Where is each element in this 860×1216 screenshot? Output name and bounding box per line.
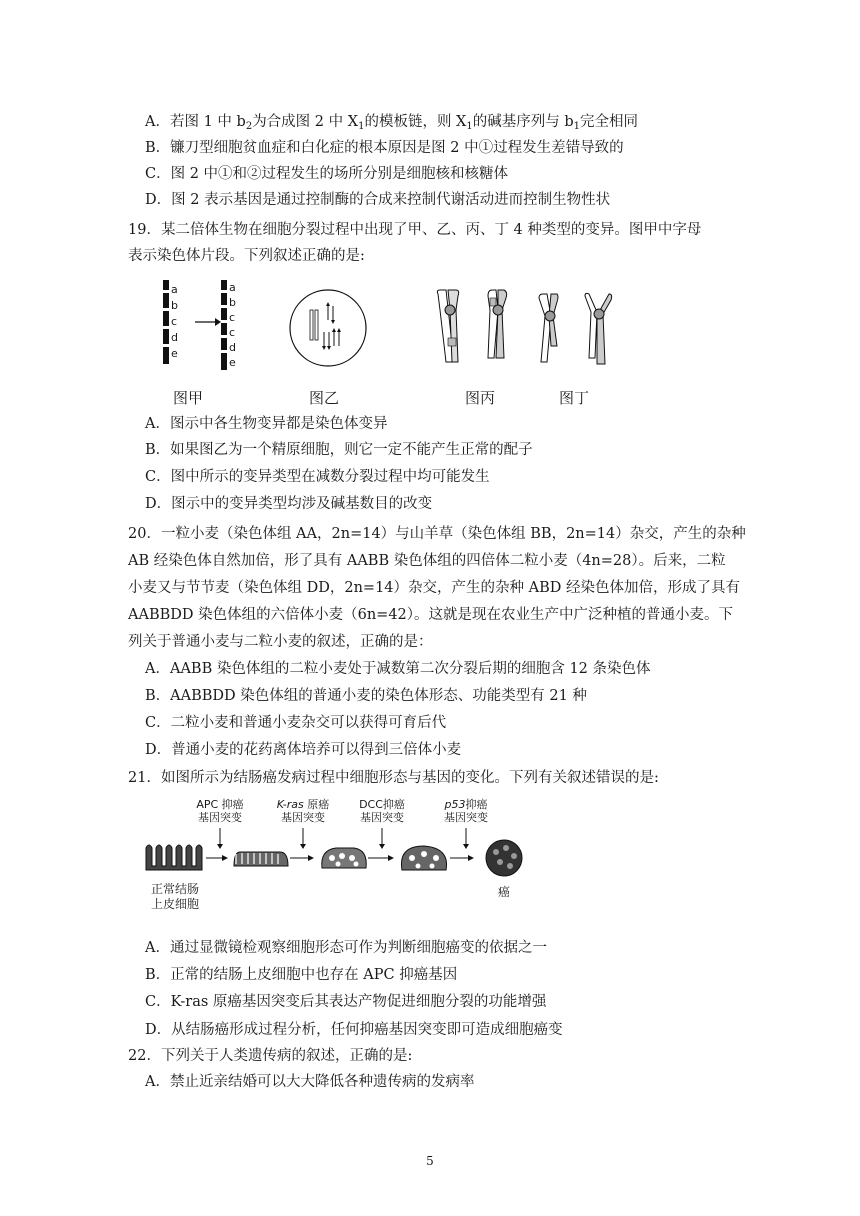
fig-jia-left-labels: a b c d e [171, 283, 178, 360]
q20-stem-line4: AABBDD 染色体组的六倍体小麦（6n=42）。这就是现在农业生产中广泛种植的普通小麦。下 [128, 607, 734, 623]
fig-jia-right-labels: a b c c d e [229, 281, 236, 369]
q18-option-d: D．图 2 表示基因是通过控制酶的合成来控制代谢活动进而控制生物性状 [145, 192, 611, 208]
q19-stem-line2: 表示染色体片段。下列叙述正确的是: [128, 248, 365, 264]
q20-stem-line3: 小麦又与节节麦（染色体组 DD，2n=14）杂交，产生的杂种 ABD 经染色体加倍，形成了具有 [128, 580, 740, 596]
q19-option-c: C．图中所示的变异类型在减数分裂过程中均可能发生 [145, 469, 490, 485]
q22-stem: 22．下列关于人类遗传病的叙述，正确的是: [128, 1048, 413, 1064]
q20-option-b: B．AABBDD 染色体组的普通小麦的染色体形态、功能类型有 21 种 [145, 688, 587, 704]
q21-option-a: A．通过显微镜检观察细胞形态可作为判断细胞癌变的依据之一 [145, 940, 547, 956]
figure-yi [288, 288, 368, 368]
colon-cancer-diagram [140, 826, 540, 882]
label-cancer: 癌 [497, 885, 510, 899]
q18-option-a: A．若图 1 中 $b_2$为合成图 2 中 $X_1$的模板链，则 $X_1$的碱基序列与 $b_1$完全相同 [145, 114, 639, 132]
label-p53-mutation: p53抑癌 基因突变 [444, 798, 488, 824]
q19-option-d: D．图示中的变异类型均涉及碱基数目的改变 [145, 496, 433, 512]
q22-option-a: A．禁止近亲结婚可以大大降低各种遗传病的发病率 [145, 1074, 475, 1090]
q18-option-c: C．图 2 中①和②过程发生的场所分别是细胞核和核糖体 [145, 166, 509, 182]
page-number: 5 [426, 1154, 434, 1168]
q20-stem-line5: 列关于普通小麦与二粒小麦的叙述，正确的是： [128, 634, 433, 650]
label-kras-mutation: K-ras 原癌 基因突变 [276, 798, 330, 824]
q19-option-a: A．图示中各生物变异都是染色体变异 [145, 416, 388, 432]
q21-stem: 21．如图所示为结肠癌发病过程中细胞形态与基因的变化。下列有关叙述错误的是: [128, 770, 659, 786]
figure-bing [432, 288, 542, 368]
q19-stem-line1: 19．某二倍体生物在细胞分裂过程中出现了甲、乙、丙、丁 4 种类型的变异。图甲中字母 [128, 222, 702, 238]
q20-stem-line1: 20．一粒小麦（染色体组 AA，2n=14）与山羊草（染色体组 BB，2n=14）杂交，产生的杂种 [128, 526, 746, 542]
caption-bing: 图丙 [465, 389, 496, 407]
label-normal-colon-cells: 正常结肠 上皮细胞 [150, 882, 199, 911]
caption-yi: 图乙 [309, 389, 340, 407]
caption-ding: 图丁 [559, 389, 590, 407]
q21-option-b: B．正常的结肠上皮细胞中也存在 APC 抑癌基因 [145, 967, 458, 983]
q20-stem-line2: AB 经染色体自然加倍，形了具有 AABB 染色体组的四倍体二粒小麦（4n=28）。后来，二粒 [128, 553, 726, 569]
q19-option-b: B．如果图乙为一个精原细胞，则它一定不能产生正常的配子 [145, 442, 533, 458]
label-dcc-mutation: DCC抑癌 基因突变 [359, 798, 405, 824]
q18-option-b: B．镰刀型细胞贫血症和白化症的根本原因是图 2 中①过程发生差错导致的 [145, 140, 624, 156]
caption-jia: 图甲 [173, 389, 204, 407]
label-apc-mutation: APC 抑癌 基因突变 [196, 798, 244, 824]
q21-option-d: D．从结肠癌形成过程分析，任何抑癌基因突变即可造成细胞癌变 [145, 1022, 563, 1038]
q20-option-c: C．二粒小麦和普通小麦杂交可以获得可育后代 [145, 715, 447, 731]
figure-ding [535, 292, 635, 372]
q20-option-a: A．AABB 染色体组的二粒小麦处于减数第二次分裂后期的细胞含 12 条染色体 [145, 661, 651, 677]
q21-option-c: C．K-ras 原癌基因突变后其表达产物促进细胞分裂的功能增强 [145, 994, 547, 1010]
q20-option-d: D．普通小麦的花药离体培养可以得到三倍体小麦 [145, 742, 462, 758]
